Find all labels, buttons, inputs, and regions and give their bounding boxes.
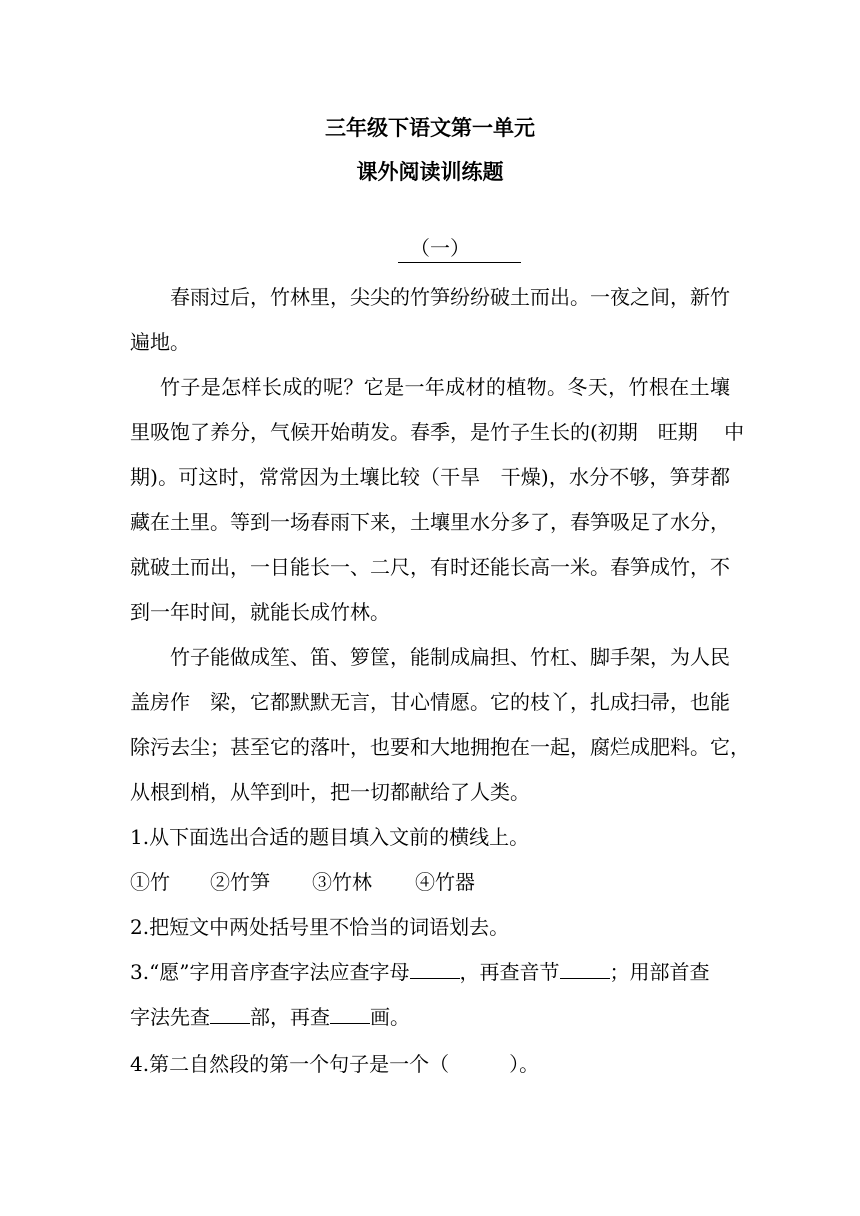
question-3-text-f: 画。	[370, 1005, 410, 1029]
passage-line-4: 里吸饱了养分，气候开始萌发。春季，是竹子生长的(初期 旺期 中	[130, 420, 745, 444]
question-3-text-b: ，再查音节	[459, 960, 560, 984]
passage-line-9: 竹子能做成笙、笛、箩筐，能制成扁担、竹杠、脚手架，为人民	[150, 645, 730, 669]
option-3: ③竹林	[312, 870, 372, 894]
question-4: 4.第二自然段的第一个句子是一个（ ）。	[130, 1052, 540, 1076]
passage-line-2: 遍地。	[130, 330, 190, 354]
question-2: 2.把短文中两处括号里不恰当的词语划去。	[130, 915, 510, 939]
passage-line-3: 竹子是怎样长成的呢？它是一年成材的植物。冬天，竹根在土壤	[160, 375, 730, 399]
passage-line-5: 期)。可这时，常常因为土壤比较（干旱 干燥)，水分不够，笋芽都	[130, 465, 730, 489]
option-1: ①竹	[130, 870, 170, 894]
passage-line-7: 就破土而出，一日能长一、二尺，有时还能长高一米。春笋成竹，不	[130, 555, 730, 579]
option-2: ②竹笋	[210, 870, 270, 894]
passage-line-12: 从根到梢，从竿到叶，把一切都献给了人类。	[130, 780, 530, 804]
passage-line-11: 除污去尘；甚至它的落叶，也要和大地拥抱在一起，腐烂成肥料。它，	[130, 735, 750, 759]
answer-blank-strokes[interactable]	[330, 1001, 370, 1024]
answer-blank-syllable[interactable]	[560, 956, 610, 979]
title-blank-line	[398, 234, 521, 263]
section-label: （一）	[410, 236, 470, 260]
passage-line-10: 盖房作 梁，它都默默无言，甘心情愿。它的枝丫，扎成扫帚，也能	[130, 690, 730, 714]
answer-blank-radical[interactable]	[210, 1001, 250, 1024]
question-3-text-c: ；用部首查	[609, 960, 710, 984]
question-3-text-a: 3.“愿”字用音序查字法应查字母	[130, 960, 410, 984]
answer-blank-letter[interactable]	[410, 956, 460, 979]
question-1-options	[130, 866, 730, 898]
question-3-line-2	[130, 1001, 730, 1033]
question-3-text-d: 字法先查	[130, 1005, 210, 1029]
page-title: 三年级下语文第一单元	[325, 116, 535, 140]
question-1: 1.从下面选出合适的题目填入文前的横线上。	[130, 825, 530, 849]
passage-line-6: 藏在土里。等到一场春雨下来，土壤里水分多了，春笋吸足了水分，	[130, 510, 730, 534]
passage-line-8: 到一年时间，就能长成竹林。	[130, 600, 390, 624]
question-3-text-e: 部，再查	[250, 1005, 330, 1029]
passage-line-1: 春雨过后，竹林里，尖尖的竹笋纷纷破土而出。一夜之间，新竹	[150, 285, 730, 309]
option-4: ④竹器	[415, 870, 475, 894]
question-3-line-1	[130, 956, 730, 988]
page-subtitle: 课外阅读训练题	[356, 160, 504, 184]
